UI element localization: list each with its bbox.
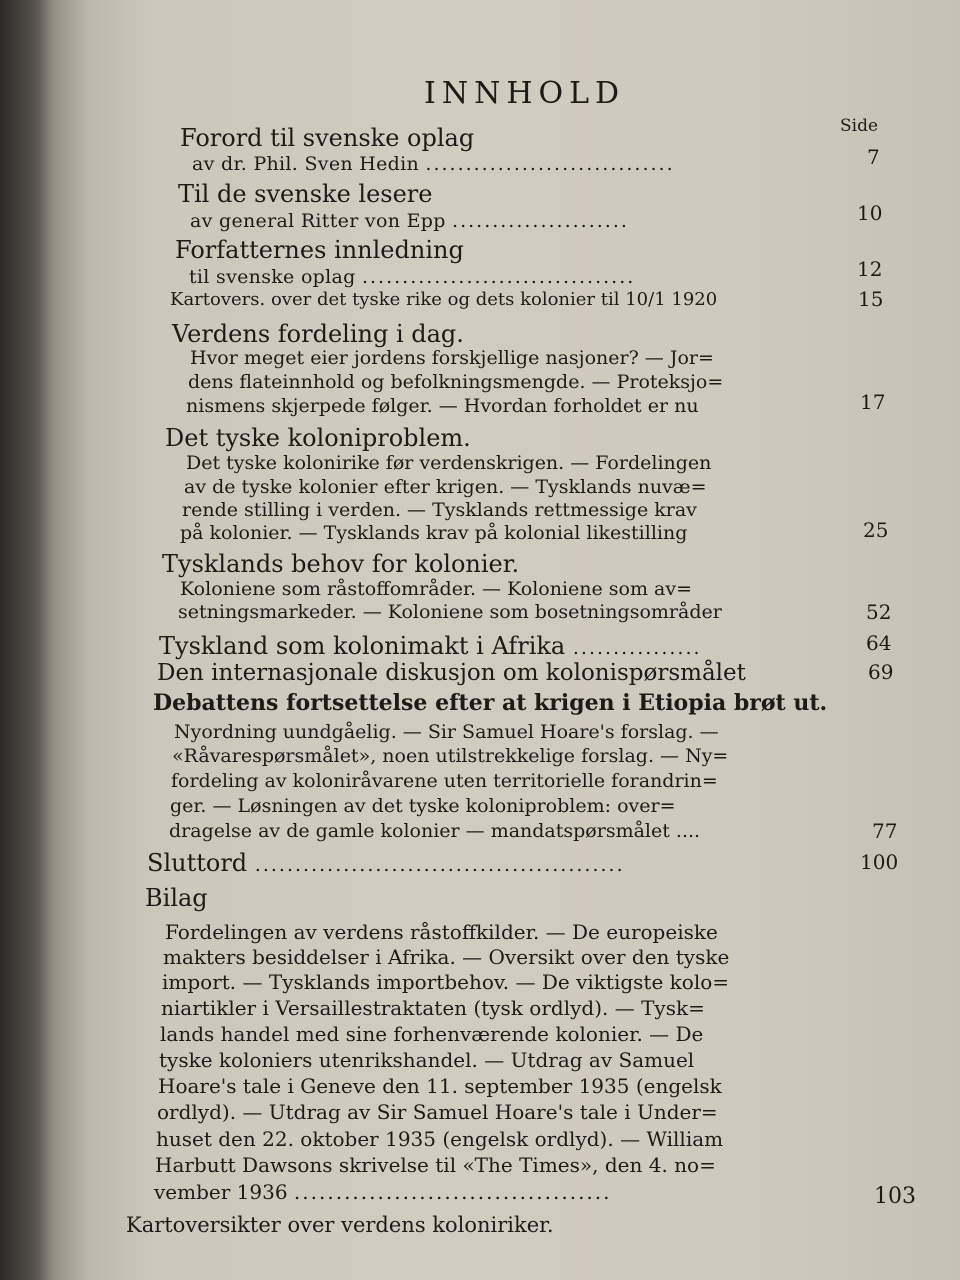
toc-entry-title: Verdens fordeling i dag. (172, 320, 464, 348)
toc-entry-line: Det tyske kolonirike før verdenskrigen. — Fordelingen (186, 452, 712, 474)
toc-entry-line: av de tyske kolonier efter krigen. — Tysklands nuvæ= (184, 476, 707, 498)
toc-entry-line: Harbutt Dawsons skrivelse til «The Times», den 4. no= (155, 1153, 716, 1177)
toc-entry-line: dragelse av de gamle kolonier — mandatspørsmålet .... (169, 820, 701, 842)
toc-page-number: 77 (872, 819, 898, 843)
toc-entry-title: Tysklands behov for kolonier. (162, 550, 520, 578)
toc-entry-line: vember 1936 ...................................... (154, 1180, 612, 1204)
toc-page-number: 12 (857, 257, 883, 281)
toc-page-number: 52 (866, 600, 892, 624)
toc-entry-subtitle: av dr. Phil. Sven Hedin ............................... (192, 153, 675, 175)
page-column-label: Side (840, 116, 879, 136)
toc-page-number: 25 (863, 518, 889, 542)
toc-entry-line: Koloniene som råstoffområder. — Koloniene som av= (180, 578, 693, 600)
toc-entry-line: dens flateinnhold og befolkningsmengde. — Proteksjo= (188, 371, 724, 393)
toc-entry-title: Bilag (145, 884, 208, 912)
toc-entry-title: Kartoversikter over verdens koloniriker. (126, 1213, 554, 1237)
toc-entry-line: Fordelingen av verdens råstoffkilder. — De europeiske (165, 920, 718, 944)
toc-page-number: 100 (860, 850, 899, 874)
toc-entry-line: import. — Tysklands importbehov. — De viktigste kolo= (162, 970, 730, 994)
toc-entry-title: Forord til svenske oplag (180, 124, 475, 152)
toc-entry-line: nismens skjerpede følger. — Hvordan forholdet er nu (186, 395, 699, 417)
toc-entry-line: fordeling av koloniråvarene uten territorielle forandrin= (171, 770, 718, 792)
toc-entry-title: Sluttord .............................................. (147, 849, 625, 877)
toc-entry-line: ordlyd). — Utdrag av Sir Samuel Hoare's tale i Under= (157, 1100, 718, 1124)
toc-entry-line: rende stilling i verden. — Tysklands rettmessige krav (182, 499, 697, 521)
toc-entry-line: lands handel med sine forhenværende kolonier. — De (160, 1022, 704, 1046)
toc-entry-line: makters besiddelser i Afrika. — Oversikt over den tyske (163, 945, 730, 969)
toc-entry-line: Nyordning uundgåelig. — Sir Samuel Hoare's forslag. — (174, 721, 719, 743)
toc-page-number: 64 (866, 631, 892, 655)
toc-entry-title: Tyskland som kolonimakt i Afrika ................ (159, 632, 702, 660)
toc-entry-title: Den internasjonale diskusjon om kolonispørsmålet (157, 660, 746, 686)
toc-entry-title: Debattens fortsettelse efter at krigen i Etiopia brøt ut. (153, 690, 828, 716)
toc-entry-subtitle: til svenske oplag .................................. (189, 266, 636, 288)
toc-entry-line: Hvor meget eier jordens forskjellige nasjoner? — Jor= (190, 347, 714, 369)
toc-page-number: 10 (857, 201, 883, 225)
toc-entry-line: Hoare's tale i Geneve den 11. september 1935 (engelsk (158, 1074, 722, 1098)
toc-entry-line: niartikler i Versaillestraktaten (tysk ordlyd). — Tysk= (161, 996, 705, 1020)
toc-page-number: 103 (874, 1184, 916, 1209)
toc-entry-subtitle: av general Ritter von Epp ...................... (190, 210, 629, 232)
toc-page-number: 17 (860, 390, 886, 414)
toc-entry-line: «Råvarespørsmålet», noen utilstrekkelige forslag. — Ny= (172, 745, 729, 767)
page-title: INNHOLD (424, 76, 626, 111)
toc-entry-title: Kartovers. over det tyske rike og dets kolonier til 10/1 1920 (170, 289, 718, 310)
toc-entry-line: tyske koloniers utenrikshandel. — Utdrag av Samuel (159, 1048, 695, 1072)
toc-page-number: 69 (868, 660, 894, 684)
toc-entry-line: ger. — Løsningen av det tyske koloniproblem: over= (170, 795, 676, 817)
toc-entry-title: Det tyske koloniproblem. (165, 424, 471, 452)
toc-page-number: 15 (858, 287, 884, 311)
toc-entry-title: Forfatternes innledning (175, 236, 464, 264)
toc-entry-line: huset den 22. oktober 1935 (engelsk ordlyd). — William (156, 1127, 724, 1151)
toc-entry-line: på kolonier. — Tysklands krav på kolonial likestilling (180, 522, 688, 544)
toc-page-number: 7 (867, 145, 880, 169)
toc-entry-line: setningsmarkeder. — Koloniene som bosetningsområder (178, 601, 722, 623)
toc-entry-title: Til de svenske lesere (178, 180, 433, 208)
